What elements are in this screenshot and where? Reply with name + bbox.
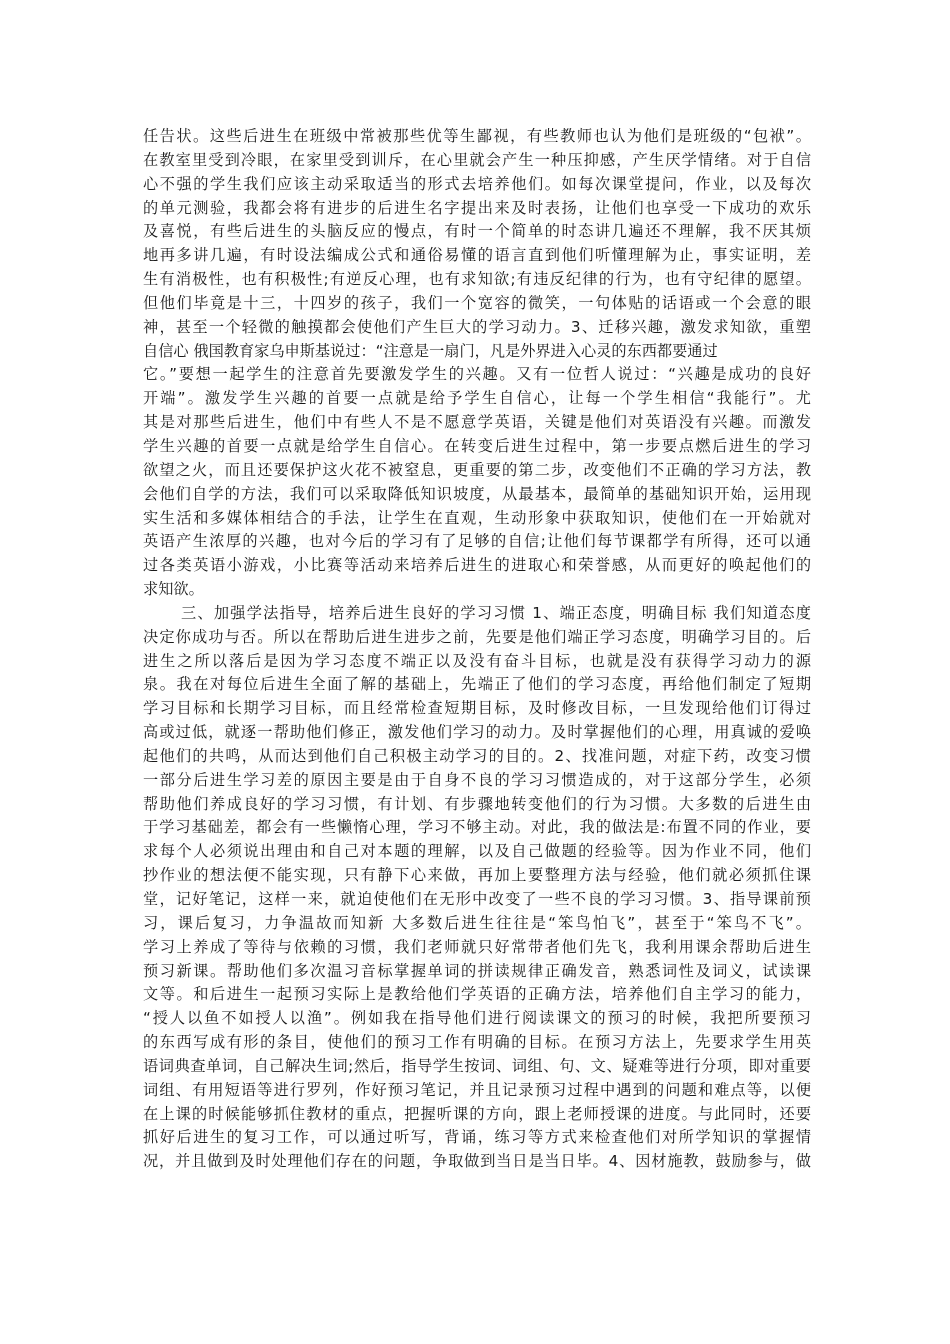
text-line: 学习上养成了等待与依赖的习惯，我们老师就只好常带者他们先飞，我利用课余帮助后进生 <box>143 937 811 956</box>
text-line: 的东西写成有形的条目，使他们的预习工作有明确的目标。在预习方法上，先要求学生用英 <box>143 1033 811 1052</box>
text-line: 三、加强学法指导，培养后进生良好的学习习惯 1、端正态度，明确目标 我们知道态度 <box>181 603 811 622</box>
text-line: 心不强的学生我们应该主动采取适当的形式去培养他们。如每次课堂提问，作业，以及每次 <box>143 174 811 193</box>
text-line: 于学习基础差，都会有一些懒惰心理，学习不够主动。对此，我的做法是:布置不同的作业，要 <box>143 818 811 837</box>
text-line: 帮助他们养成良好的学习习惯，有计划、有步骤地转变他们的行为习惯。大多数的后进生由 <box>143 794 811 813</box>
text-line: 的单元测验，我都会将有进步的后进生名字提出来及时表扬，让他们也享受一下成功的欢乐 <box>143 198 811 217</box>
text-line: 起他们的共鸣，从而达到他们自己积极主动学习的目的。2、找准问题，对症下药，改变习惯 <box>143 746 811 765</box>
text-line: 进生之所以落后是因为学习态度不端正以及没有奋斗目标，也就是没有获得学习动力的源 <box>143 651 811 670</box>
text-line: 习，课后复习，力争温故而知新 大多数后进生往往是“笨鸟怕飞”，甚至于“笨鸟不飞”。 <box>143 913 811 932</box>
text-line: 在上课的时候能够抓住教材的重点，把握听课的方向，跟上老师授课的进度。与此同时，还要 <box>143 1104 811 1123</box>
text-line: 况，并且做到及时处理他们存在的问题，争取做到当日是当日毕。4、因材施教，鼓励参与，做 <box>143 1152 811 1171</box>
text-line: 其是对那些后进生，他们中有些人不是不愿意学英语，关键是他们对英语没有兴趣。而激发 <box>143 413 811 432</box>
text-line: 学生兴趣的首要一点就是给学生自信心。在转变后进生过程中，第一步要点燃后进生的学习 <box>143 436 811 455</box>
text-line: 求知欲。 <box>143 580 204 599</box>
text-line: 英语产生浓厚的兴趣，也对今后的学习有了足够的自信;让他们每节课都学有所得，还可以通 <box>143 532 811 551</box>
text-line: 词组、有用短语等进行罗列，作好预习笔记，并且记录预习过程中遇到的问题和难点等，以便 <box>143 1080 811 1099</box>
text-line: 任告状。这些后进生在班级中常被那些优等生鄙视，有些教师也认为他们是班级的“包袱”。 <box>143 127 811 145</box>
text-line: 高或过低，就逐一帮助他们修正，激发他们学习的动力。及时掌握他们的心理，用真诚的爱唤 <box>143 723 811 742</box>
text-line: 欲望之火，而且还要保护这火花不被窒息，更重要的第二步，改变他们不正确的学习方法，教 <box>143 460 811 479</box>
text-line: 地再多讲几遍，有时设法编成公式和通俗易懂的语言直到他们听懂理解为止，事实证明，差 <box>143 246 811 265</box>
text-line: 抄作业的想法便不能实现，只有静下心来做，再加上要整理方法与经验，他们就必须抓住课 <box>143 866 811 885</box>
text-line: 一部分后进生学习差的原因主要是由于自身不良的学习习惯造成的，对于这部分学生，必须 <box>143 770 811 789</box>
text-line: 神，甚至一个轻微的触摸都会使他们产生巨大的学习动力。3、迁移兴趣，激发求知欲，重塑 <box>143 317 811 336</box>
text-line: 开端”。激发学生兴趣的首要一点就是给予学生自信心，让每一个学生相信“我能行”。尤 <box>143 389 811 408</box>
text-line: 会他们自学的方法，我们可以采取降低知识坡度，从最基本，最简单的基础知识开始，运用现 <box>143 484 811 503</box>
text-line: 预习新课。帮助他们多次温习音标掌握单词的拼读规律正确发音，熟悉词性及词义，试读课 <box>143 961 811 980</box>
text-line: 生有消极性，也有积极性;有逆反心理，也有求知欲;有违反纪律的行为，也有守纪律的愿望。 <box>143 270 811 289</box>
document-body <box>143 125 811 1174</box>
text-line: “授人以鱼不如授人以渔”。例如我在指导他们进行阅读课文的预习的时候，我把所要预习 <box>143 1009 811 1028</box>
text-line: 堂，记好笔记，这样一来，就迫使他们在无形中改变了一些不良的学习习惯。3、指导课前预 <box>143 890 811 908</box>
text-line: 学习目标和长期学习目标，而且经常检查短期目标，及时修改目标，一旦发现给他们订得过 <box>143 699 811 718</box>
text-line: 语词典查单词，自己解决生词;然后，指导学生按词、词组、句、文、疑难等进行分项，即对重要 <box>143 1056 811 1075</box>
text-line: 过各类英语小游戏，小比赛等活动来培养后进生的进取心和荣誉感，从而更好的唤起他们的 <box>143 556 811 575</box>
text-line: 求每个人必须说出理由和自己对本题的理解，以及自己做题的经验等。因为作业不同，他们 <box>143 842 811 861</box>
text-line: 它。”要想一起学生的注意首先要激发学生的兴趣。又有一位哲人说过：“兴趣是成功的良好 <box>143 365 811 384</box>
text-line: 自信心 俄国教育家乌申斯基说过：“注意是一扇门，凡是外界进入心灵的东西都要通过 <box>143 341 718 360</box>
text-line: 在教室里受到冷眼，在家里受到训斥，在心里就会产生一种压抑感，产生厌学情绪。对于自信 <box>143 150 811 169</box>
text-line: 文等。和后进生一起预习实际上是教给他们学英语的正确方法，培养他们自主学习的能力， <box>143 985 811 1004</box>
text-line: 及喜悦，有些后进生的头脑反应的慢点，有时一个简单的时态讲几遍还不理解，我不厌其烦 <box>143 222 811 241</box>
text-line: 泉。我在对每位后进生全面了解的基础上，先端正了他们的学习态度，再给他们制定了短期 <box>143 675 811 694</box>
text-line: 但他们毕竟是十三，十四岁的孩子，我们一个宽容的微笑，一句体贴的话语或一个会意的眼 <box>143 293 811 312</box>
text-line: 实生活和多媒体相结合的手法，让学生在直观，生动形象中获取知识，使他们在一开始就对 <box>143 508 811 527</box>
text-line: 决定你成功与否。所以在帮助后进生进步之前，先要是他们端正学习态度，明确学习目的。后 <box>143 627 811 646</box>
text-line: 抓好后进生的复习工作，可以通过听写，背诵，练习等方式来检查他们对所学知识的掌握情 <box>143 1128 811 1147</box>
